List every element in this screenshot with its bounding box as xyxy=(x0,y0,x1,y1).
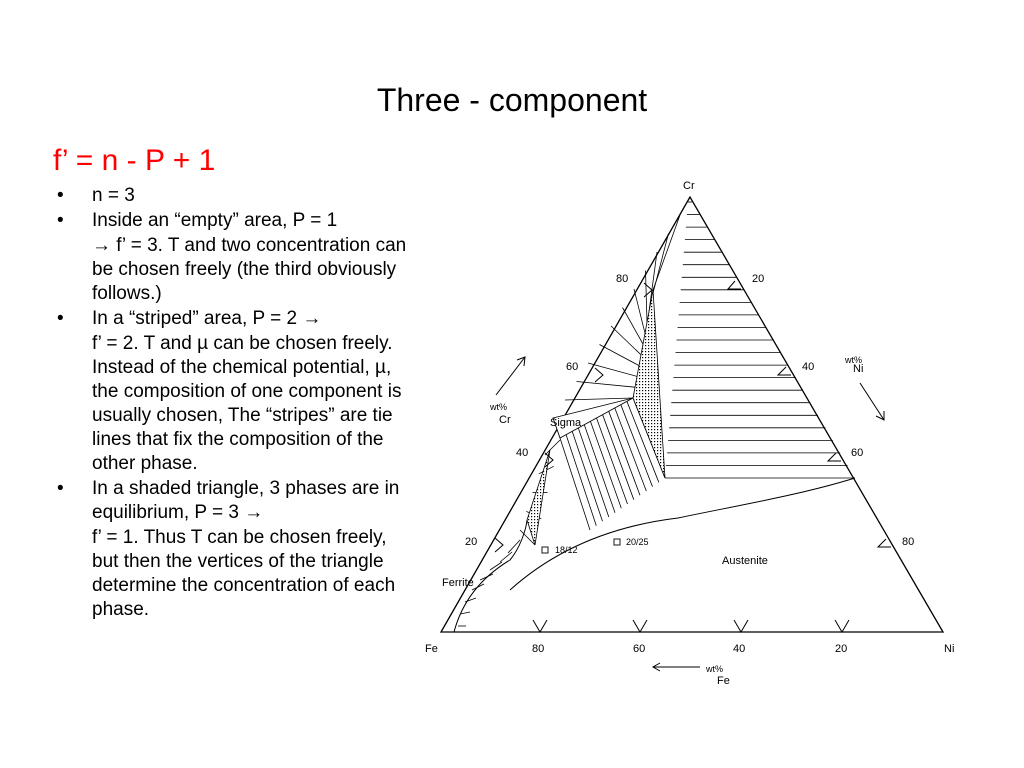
sub-shaded-triangle: f’ = 1. Thus T can be chosen freely, but then the vertices of the triangle determine the concentration of each phase. xyxy=(92,527,396,620)
axis-fe-unit: wt% xyxy=(706,664,724,674)
axis-ni-name: Ni xyxy=(853,363,864,375)
direction-arrows xyxy=(496,357,884,671)
bottom-tick-60: 60 xyxy=(633,643,646,655)
tie-line xyxy=(588,363,637,376)
left-tick-40: 40 xyxy=(516,447,529,459)
bottom-tick-20: 20 xyxy=(835,643,848,655)
tie-line xyxy=(609,411,640,495)
tie-line xyxy=(646,271,648,323)
region-ferrite-label: Ferrite xyxy=(442,577,474,589)
bullet-empty-area: • Inside an “empty” area, P = 1 xyxy=(55,209,415,233)
left-tick-20: 20 xyxy=(465,536,478,548)
three-phase-region-lower xyxy=(527,450,550,545)
axis-ni-unit: wt% xyxy=(845,355,863,365)
axis-cr-name: Cr xyxy=(499,414,511,426)
three-phase-region-upper xyxy=(633,290,665,478)
right-tick-80: 80 xyxy=(902,536,915,548)
point-20-25-marker xyxy=(614,539,620,545)
bottom-tick-80: 80 xyxy=(532,643,545,655)
slide-title: Three - component xyxy=(376,82,648,118)
phase-rule-formula: f’ = n - P + 1 xyxy=(53,144,216,177)
region-sigma-label: Sigma xyxy=(550,417,582,429)
right-tick-40: 40 xyxy=(802,361,815,373)
vertex-cr-label: Cr xyxy=(683,180,695,192)
right-tick-20: 20 xyxy=(752,273,765,285)
left-tick-80: 80 xyxy=(616,273,629,285)
tick-markers xyxy=(495,281,891,632)
left-tick-60: 60 xyxy=(566,361,579,373)
austenite-boundary xyxy=(510,478,855,590)
tie-line xyxy=(572,431,602,521)
tie-line xyxy=(584,425,615,513)
vertex-fe-label: Fe xyxy=(425,643,438,655)
right-tick-60: 60 xyxy=(851,447,864,459)
vertex-ni-label: Ni xyxy=(944,643,955,655)
tie-lines xyxy=(520,202,855,545)
tie-line xyxy=(590,421,621,508)
triangle-outline xyxy=(441,197,943,632)
tie-line xyxy=(578,428,609,517)
sub-empty-area: → f’ = 3. T and two concentration can be chosen freely (the third obviously follows.) xyxy=(92,235,407,304)
tie-line xyxy=(560,438,590,530)
point-18-12-marker xyxy=(542,547,548,553)
region-austenite-label: Austenite xyxy=(722,555,768,567)
axis-cr-unit: wt% xyxy=(490,402,508,412)
tie-line xyxy=(634,289,645,333)
point-18-12-label: 18/12 xyxy=(555,545,578,555)
bottom-tick-40: 40 xyxy=(733,643,746,655)
tie-line xyxy=(566,435,596,526)
tie-line xyxy=(597,418,628,504)
tie-line xyxy=(603,415,634,500)
bullet-shaded-triangle: • In a shaded triangle, 3 phases are in equilibrium, P = 3 → xyxy=(55,477,415,525)
bullet-n-equals-3: • n = 3 xyxy=(55,184,415,208)
sub-striped-area: f’ = 2. T and µ can be chosen freely. Instead of the chemical potential, µ, the composition of one component is usually chosen, The “stripes” are tie lines that fix the composition of the other phase. xyxy=(92,333,402,474)
tie-line xyxy=(611,326,641,355)
point-20-25-label: 20/25 xyxy=(626,537,649,547)
axis-fe-name: Fe xyxy=(717,675,730,687)
tie-line xyxy=(577,382,636,388)
tie-line xyxy=(651,234,669,301)
bullet-striped-area: • In a “striped” area, P = 2 → xyxy=(55,307,415,331)
